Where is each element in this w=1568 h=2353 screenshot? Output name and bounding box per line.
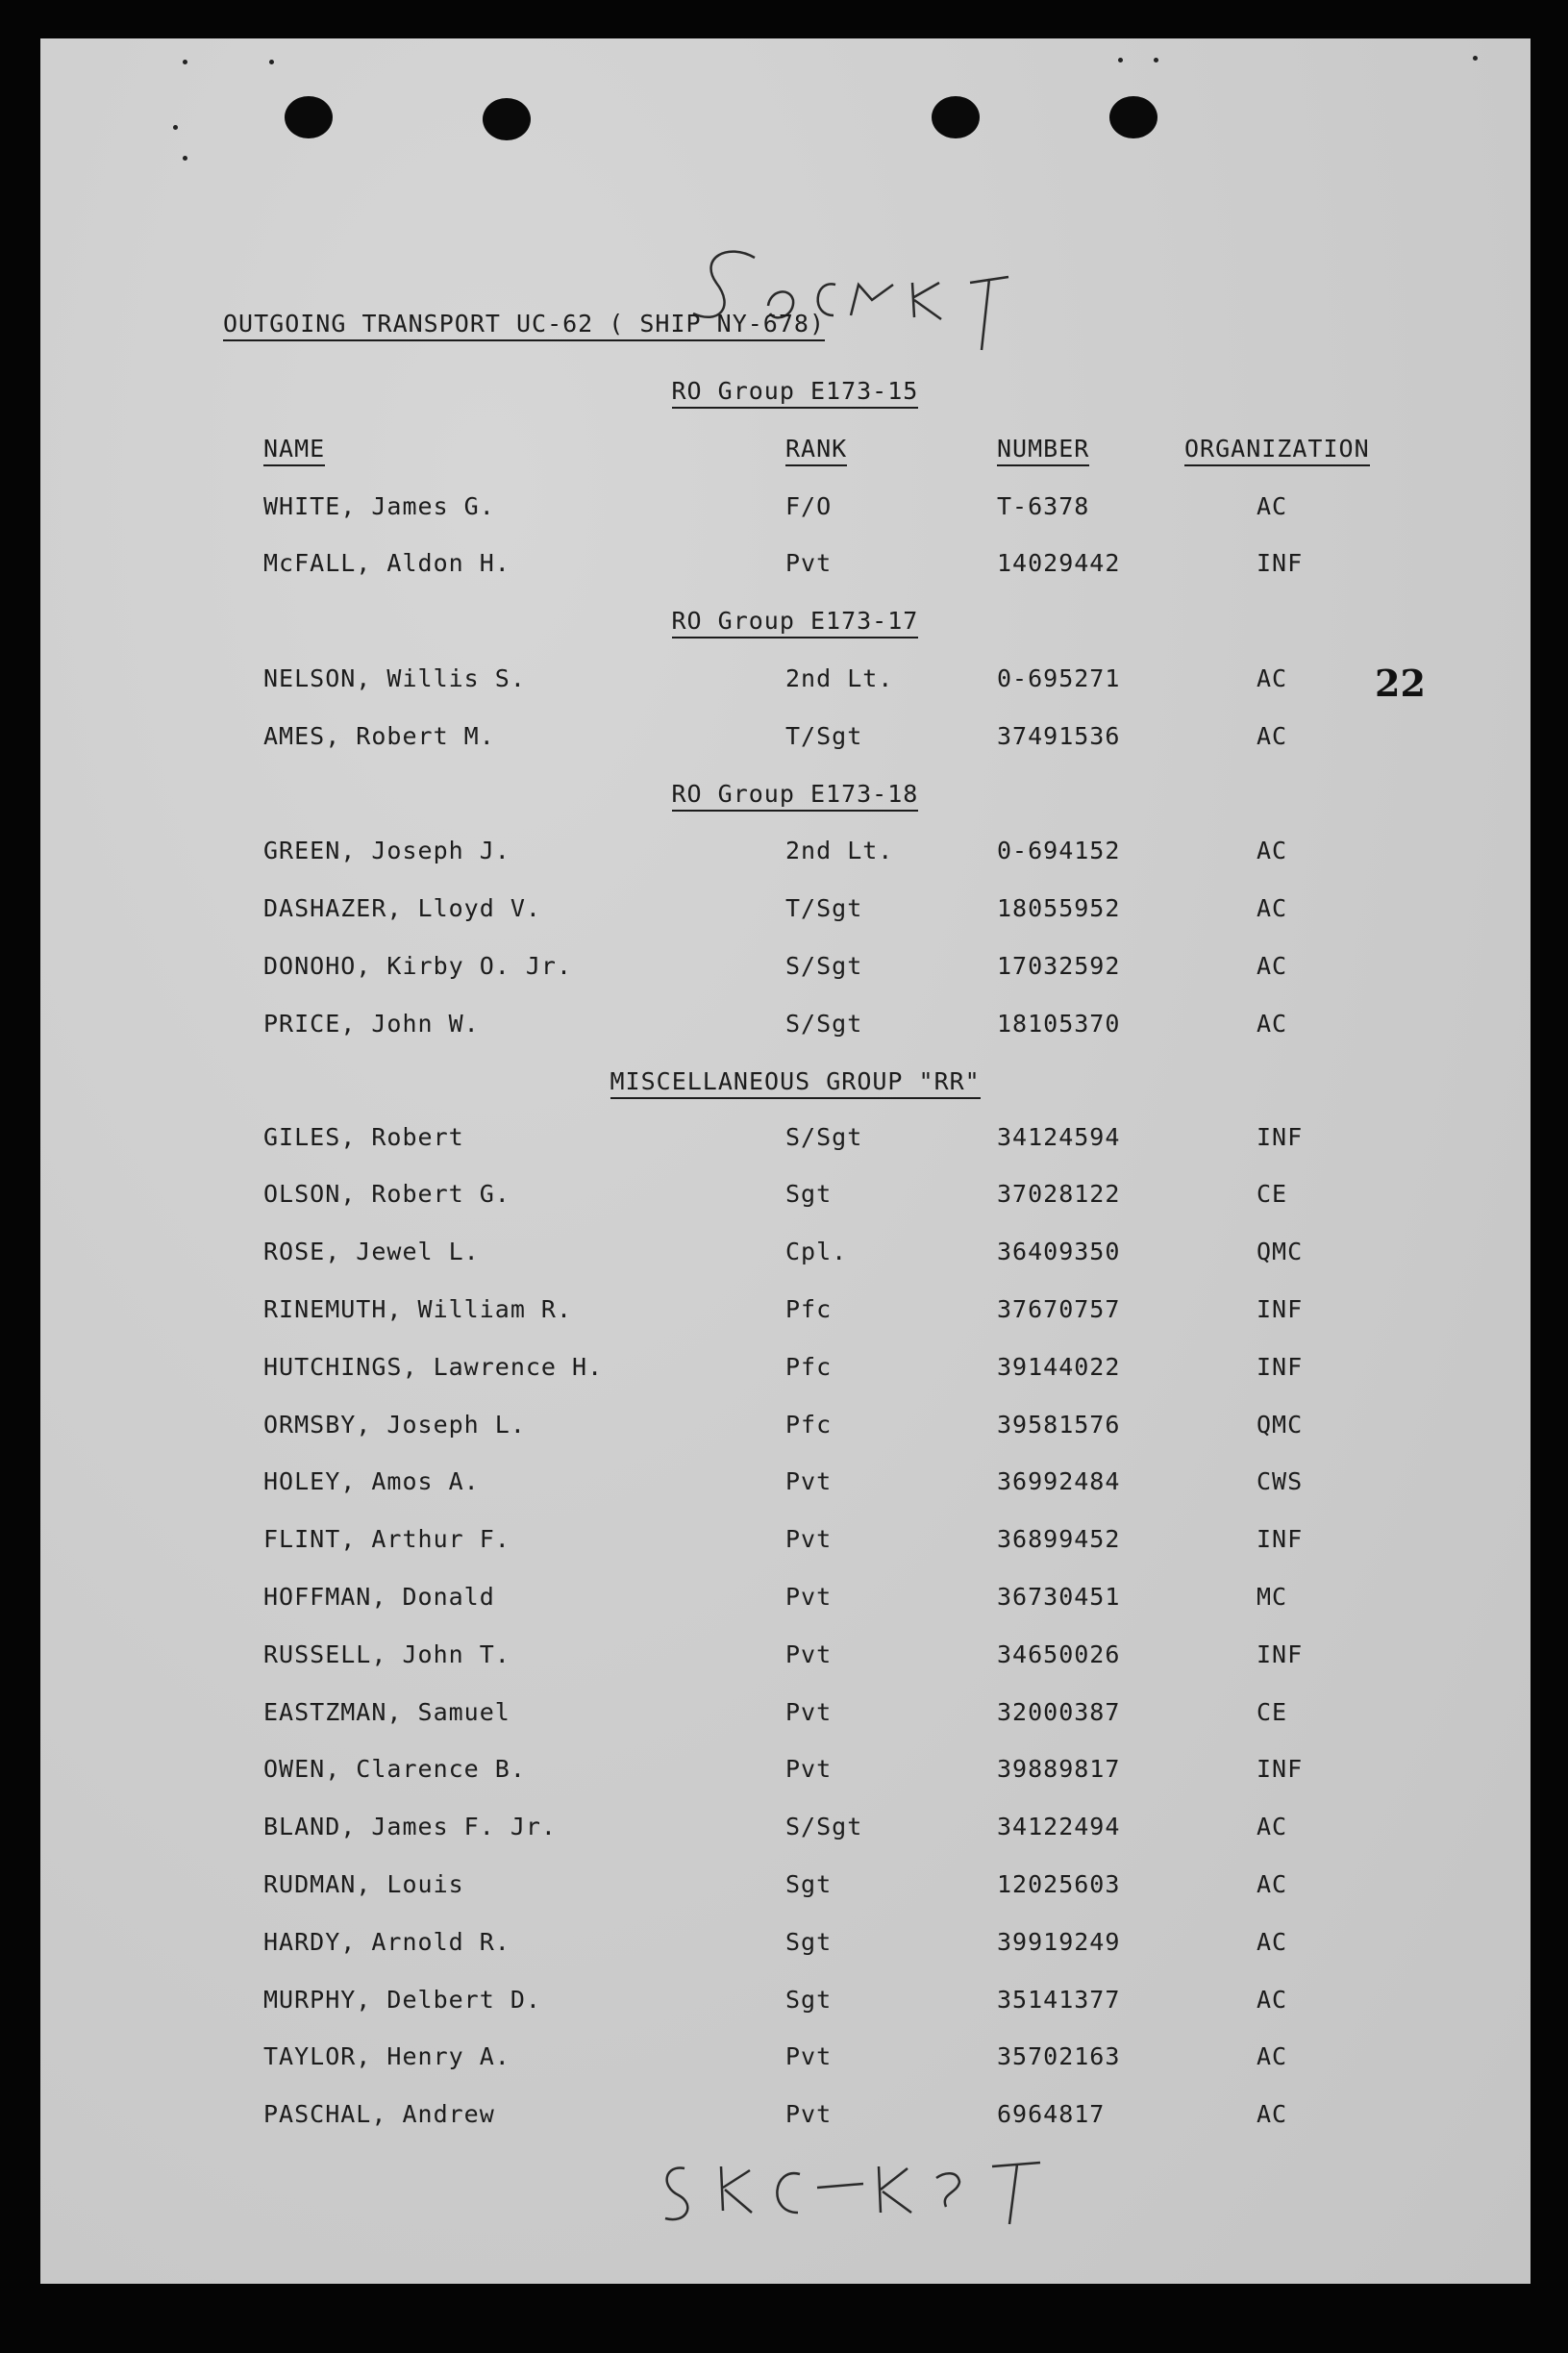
group-title: MISCELLANEOUS GROUP "RR" [610,1067,981,1099]
group-title: RO Group E173-18 [672,780,919,812]
cell-name: RINEMUTH, William R. [263,1295,573,1323]
cell-number: 6964817 [997,2100,1106,2129]
cell-rank: 2nd Lt. [785,664,894,692]
cell-rank: Pfc [785,1410,833,1439]
cell-number: 35702163 [997,2042,1121,2071]
cell-org: CWS [1257,1467,1304,1496]
specks [269,60,274,64]
specks [1154,58,1158,63]
cell-rank: F/O [785,491,833,520]
cell-org: INF [1257,1640,1304,1668]
cell-name: TAYLOR, Henry A. [263,2042,510,2071]
cell-number: 35141377 [997,1985,1121,2014]
cell-org: QMC [1257,1238,1304,1266]
cell-name: FLINT, Arthur F. [263,1525,510,1554]
cell-org: AC [1257,1985,1288,2014]
cell-org: INF [1257,1295,1304,1323]
stamp-top-text: SECRET [1055,250,1058,251]
cell-org: AC [1257,952,1288,980]
punch-hole [1109,96,1157,138]
cell-rank: S/Sgt [785,1009,863,1038]
cell-rank: Pvt [785,2042,833,2071]
cell-name: BLAND, James F. Jr. [263,1813,557,1841]
cell-number: 34122494 [997,1813,1121,1841]
cell-number: 37028122 [997,1180,1121,1209]
cell-number: 14029442 [997,549,1121,578]
cell-org: INF [1257,1122,1304,1151]
cell-number: 17032592 [997,952,1121,980]
punch-hole [932,96,980,138]
cell-number: 37670757 [997,1295,1121,1323]
cell-number: 36409350 [997,1238,1121,1266]
cell-name: HARDY, Arnold R. [263,1927,510,1956]
cell-number: 0-695271 [997,664,1121,692]
cell-number: 32000387 [997,1697,1121,1726]
cell-rank: Pvt [785,1755,833,1784]
cell-rank: Sgt [785,1870,833,1898]
cell-name: DASHAZER, Lloyd V. [263,894,541,923]
punch-hole [483,98,531,140]
cell-name: PRICE, John W. [263,1009,480,1038]
column-header-rank: RANK [785,435,847,466]
cell-rank: S/Sgt [785,1813,863,1841]
cell-name: ORMSBY, Joseph L. [263,1410,526,1439]
cell-rank: Pvt [785,1583,833,1611]
cell-rank: Pfc [785,1295,833,1323]
cell-rank: Pfc [785,1352,833,1381]
cell-name: RUDMAN, Louis [263,1870,464,1898]
cell-number: 12025603 [997,1870,1121,1898]
cell-rank: Sgt [785,1985,833,2014]
cell-org: MC [1257,1583,1288,1611]
cell-org: AC [1257,1813,1288,1841]
column-header-number: NUMBER [997,435,1089,466]
cell-rank: Pvt [785,1525,833,1554]
cell-number: 34650026 [997,1640,1121,1668]
cell-name: PASCHAL, Andrew [263,2100,495,2129]
cell-name: EASTZMAN, Samuel [263,1697,510,1726]
cell-name: OWEN, Clarence B. [263,1755,526,1784]
specks [173,125,178,130]
specks [1473,56,1478,61]
cell-org: INF [1257,1352,1304,1381]
cell-name: OLSON, Robert G. [263,1180,510,1209]
cell-name: HOFFMAN, Donald [263,1583,495,1611]
cell-number: 39144022 [997,1352,1121,1381]
cell-rank: Pvt [785,2100,833,2129]
cell-number: 0-694152 [997,837,1121,865]
document-page [40,38,1531,2284]
cell-number: 37491536 [997,721,1121,750]
cell-org: INF [1257,549,1304,578]
cell-org: AC [1257,894,1288,923]
cell-name: McFALL, Aldon H. [263,549,510,578]
cell-number: 18055952 [997,894,1121,923]
cell-org: INF [1257,1755,1304,1784]
cell-rank: S/Sgt [785,1122,863,1151]
cell-rank: Cpl. [785,1238,848,1266]
cell-org: AC [1257,837,1288,865]
cell-number: T-6378 [997,491,1090,520]
page-number: 22 [1375,662,1426,705]
cell-org: AC [1257,1870,1288,1898]
cell-number: 39889817 [997,1755,1121,1784]
cell-org: CE [1257,1180,1288,1209]
cell-rank: 2nd Lt. [785,837,894,865]
cell-name: ROSE, Jewel L. [263,1238,480,1266]
handwritten-secret-bottom [636,2149,1079,2236]
specks [1118,58,1123,63]
cell-rank: Pvt [785,1467,833,1496]
cell-org: AC [1257,664,1288,692]
cell-org: AC [1257,2100,1288,2129]
cell-rank: Sgt [785,1927,833,1956]
cell-number: 36992484 [997,1467,1121,1496]
cell-number: 34124594 [997,1122,1121,1151]
group-title: RO Group E173-17 [672,607,919,638]
cell-name: GREEN, Joseph J. [263,837,510,865]
cell-name: DONOHO, Kirby O. Jr. [263,952,573,980]
cell-org: AC [1257,2042,1288,2071]
column-header-organization: ORGANIZATION [1184,435,1370,466]
document-header: OUTGOING TRANSPORT UC-62 ( SHIP NY-678) [223,310,825,341]
stamp-bottom-text: SECRET [1059,2159,1063,2160]
cell-rank: Pvt [785,1697,833,1726]
cell-org: CE [1257,1697,1288,1726]
cell-number: 39919249 [997,1927,1121,1956]
cell-rank: Pvt [785,1640,833,1668]
cell-rank: T/Sgt [785,894,863,923]
cell-org: AC [1257,491,1288,520]
cell-number: 36730451 [997,1583,1121,1611]
group-title: RO Group E173-15 [672,377,919,409]
punch-hole [285,96,333,138]
cell-name: GILES, Robert [263,1122,464,1151]
cell-rank: S/Sgt [785,952,863,980]
cell-name: HOLEY, Amos A. [263,1467,480,1496]
cell-org: INF [1257,1525,1304,1554]
specks [183,60,187,64]
cell-name: WHITE, James G. [263,491,495,520]
handwritten-secret-top [670,231,1083,375]
cell-number: 36899452 [997,1525,1121,1554]
cell-name: RUSSELL, John T. [263,1640,510,1668]
cell-number: 39581576 [997,1410,1121,1439]
specks [183,156,187,161]
cell-org: AC [1257,721,1288,750]
cell-name: HUTCHINGS, Lawrence H. [263,1352,604,1381]
cell-name: NELSON, Willis S. [263,664,526,692]
cell-rank: Pvt [785,549,833,578]
cell-org: AC [1257,1009,1288,1038]
column-header-name: NAME [263,435,325,466]
cell-name: MURPHY, Delbert D. [263,1985,541,2014]
cell-org: QMC [1257,1410,1304,1439]
cell-org: AC [1257,1927,1288,1956]
cell-number: 18105370 [997,1009,1121,1038]
cell-name: AMES, Robert M. [263,721,495,750]
cell-rank: T/Sgt [785,721,863,750]
cell-rank: Sgt [785,1180,833,1209]
